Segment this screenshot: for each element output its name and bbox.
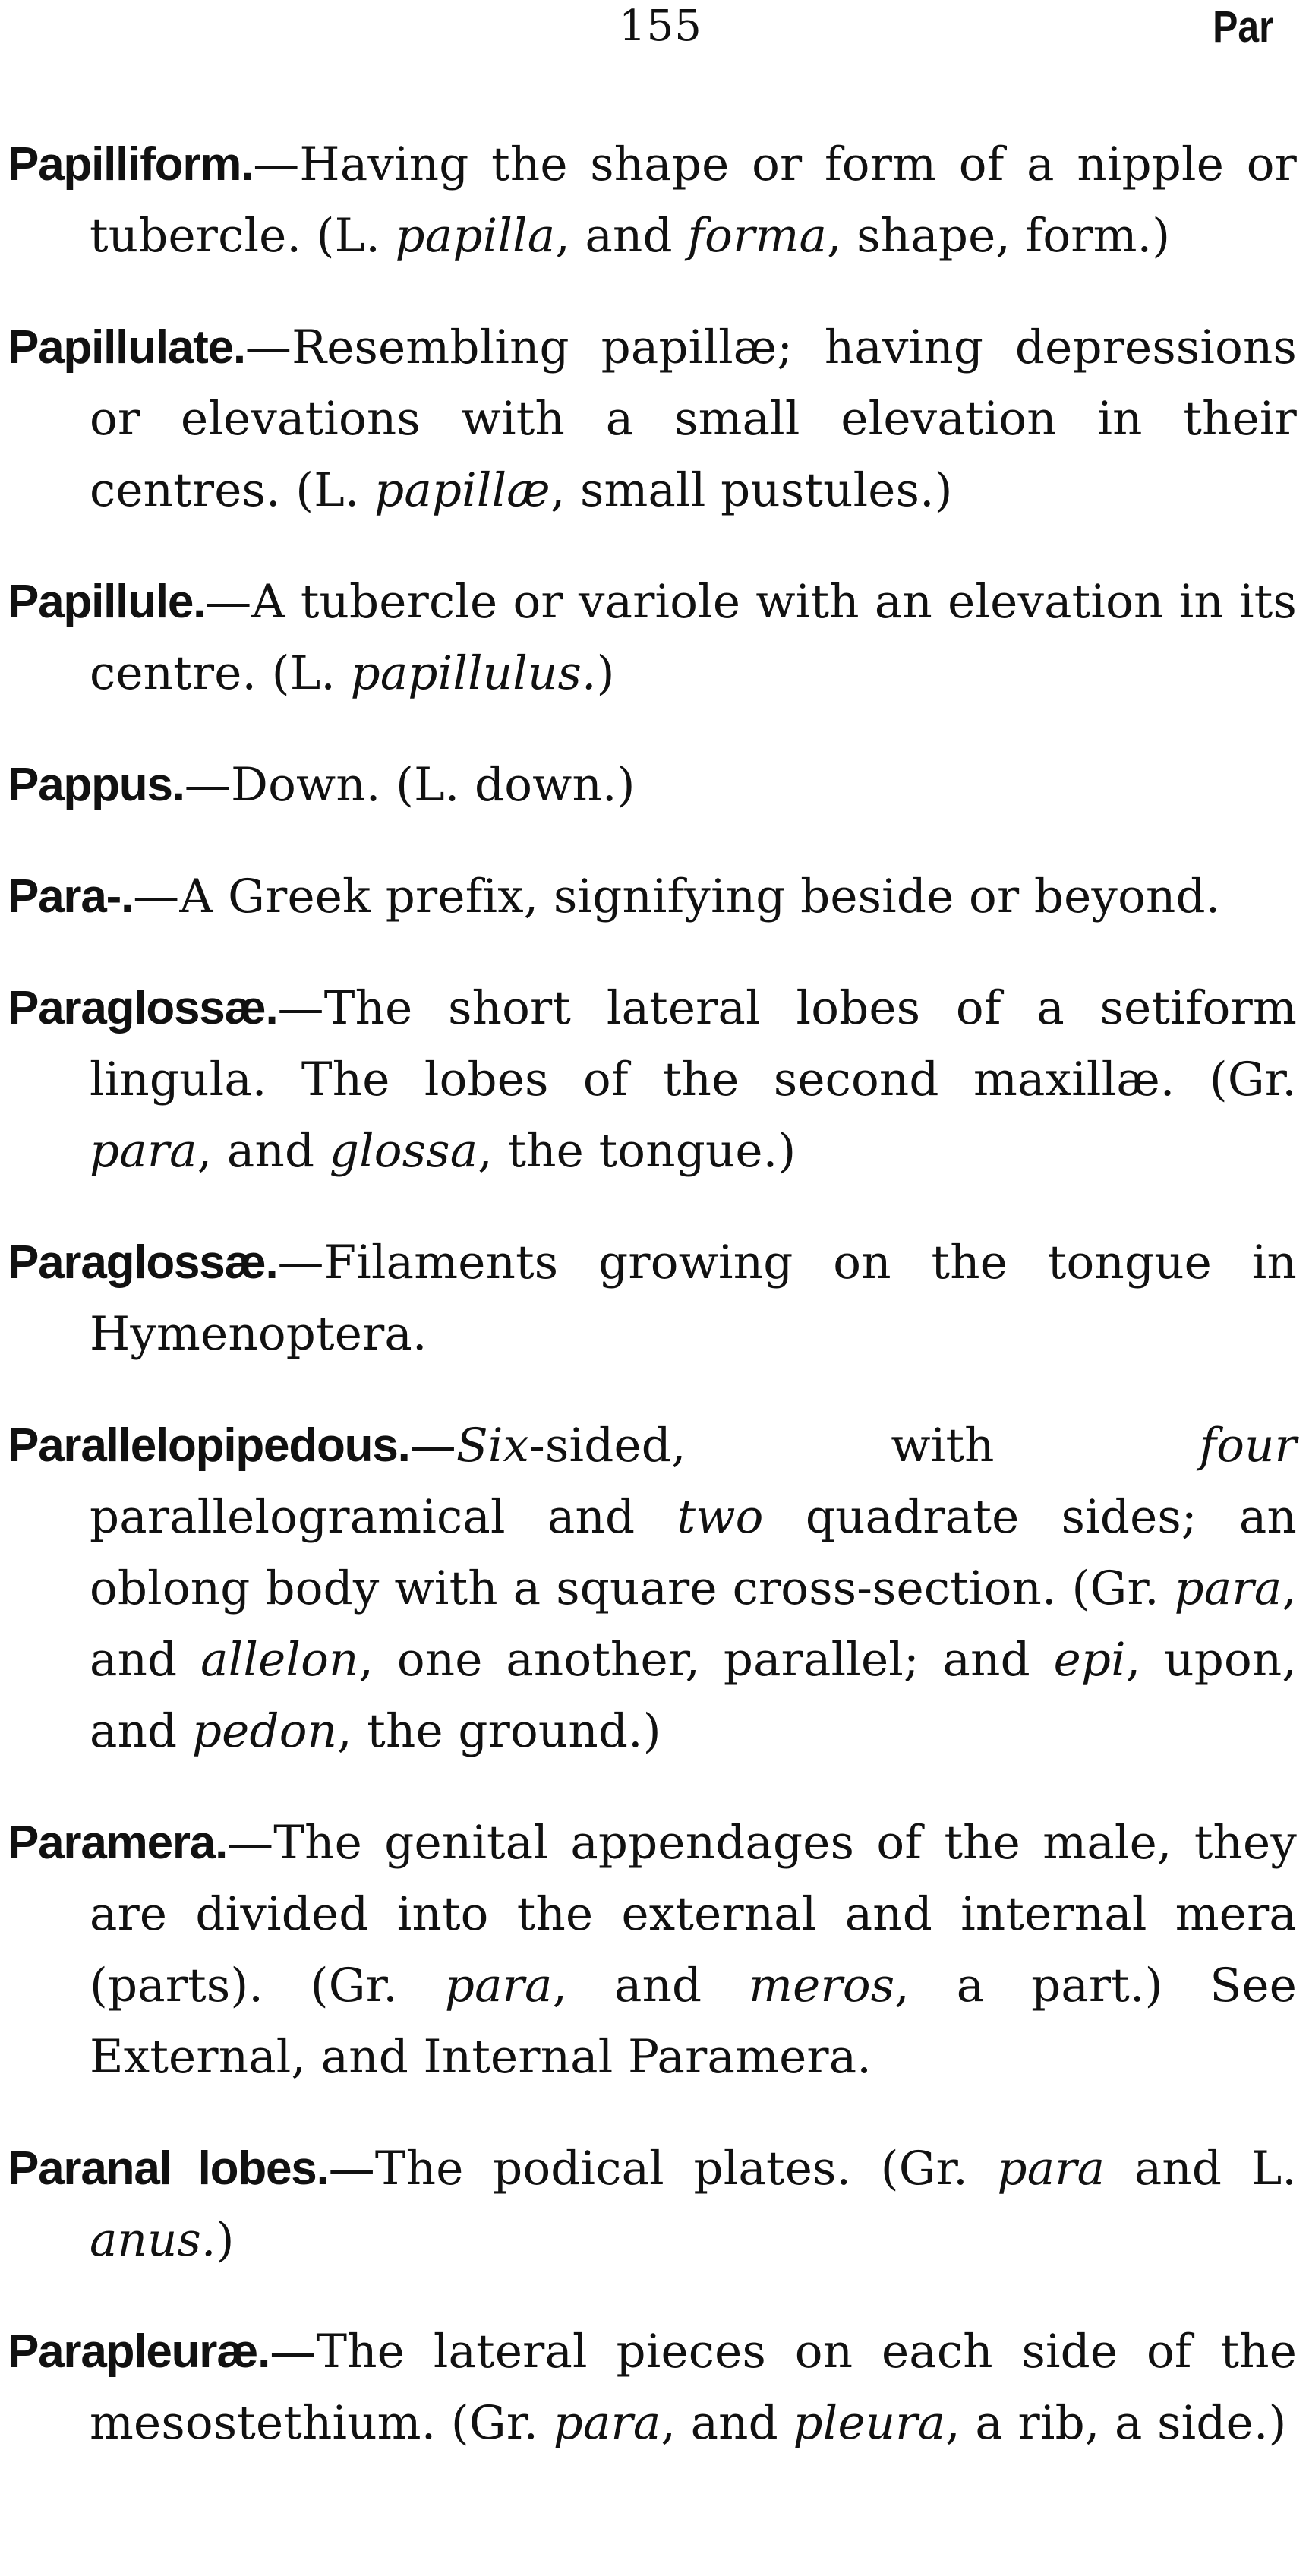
entry-definition-text: parallelogramical and — [90, 1490, 677, 1544]
entry-definition-text: , a rib, a side.) — [945, 2396, 1287, 2450]
entry-italic-term: para — [997, 2142, 1106, 2196]
entry-headword: Paraglossæ. — [8, 982, 278, 1034]
entry-definition-text: , and — [555, 209, 688, 263]
entry-definition-text: , and — [552, 1959, 749, 2012]
entry-definition-text: —Filaments growing on the tongue in Hymenoptera. — [90, 1236, 1297, 1361]
entry-list — [8, 129, 1297, 2459]
dictionary-entry — [8, 1227, 1297, 1370]
entry-italic-term: meros — [749, 1959, 895, 2012]
entry-definition-text: —The short lateral lobes of a setiform lingula. The lobes of the second maxillæ. (Gr. — [90, 981, 1297, 1106]
entry-definition-text: —Having the shape or form of a nipple or tubercle. (L. — [90, 137, 1297, 263]
entry-definition-text: , a part.) See External, and Internal Paramera. — [90, 1959, 1297, 2084]
entry-definition-text: , and — [197, 1124, 330, 1178]
entry-definition-text: —A tubercle or variole with an elevation in its centre. (L. — [90, 575, 1297, 700]
entry-headword: Paranal lobes. — [8, 2142, 329, 2195]
dictionary-entry — [8, 1807, 1297, 2093]
dictionary-entry — [8, 1410, 1297, 1767]
entry-headword: Paramera. — [8, 1817, 228, 1869]
entry-headword: Paraglossæ. — [8, 1236, 278, 1289]
entry-definition-text: —Down. (L. down.) — [184, 758, 636, 812]
dictionary-entry — [8, 750, 1297, 821]
entry-definition-text: , upon, and — [90, 1633, 1297, 1758]
entry-italic-term: allelon — [200, 1633, 359, 1687]
entry-headword: Parallelopipedous. — [8, 1419, 410, 1472]
entry-definition-text: — — [409, 1419, 456, 1473]
entry-headword: Para-. — [8, 870, 134, 923]
entry-italic-term: Six — [456, 1419, 530, 1473]
entry-definition-text: , shape, form.) — [827, 209, 1171, 263]
dictionary-entry — [8, 129, 1297, 272]
entry-italic-term: para — [553, 2396, 661, 2450]
entry-definition-text: —Resembling papillæ; having depressions or elevations with a small elevation in their centres. (L. — [90, 320, 1297, 517]
entry-definition-text: —The podical plates. (Gr. — [328, 2142, 998, 2196]
dictionary-entry — [8, 2316, 1297, 2459]
running-head — [8, 0, 1297, 99]
entry-italic-term: para — [444, 1959, 553, 2012]
entry-italic-term: glossa — [329, 1124, 478, 1178]
entry-definition-text: ) — [216, 2213, 235, 2267]
dictionary-entry — [8, 973, 1297, 1187]
entry-definition-text: -sided, with — [529, 1419, 1200, 1473]
entry-italic-term: papillulus. — [350, 646, 597, 700]
entry-italic-term: para — [1174, 1561, 1282, 1615]
entry-italic-term: anus. — [90, 2213, 216, 2267]
entry-definition-text: , the ground.) — [337, 1704, 661, 1758]
entry-definition-text: , and — [661, 2396, 793, 2450]
dictionary-entry — [8, 2133, 1297, 2276]
entry-definition-text: —The genital appendages of the male, they are divided into the external and internal mera (parts). (Gr. — [90, 1816, 1297, 2012]
entry-definition-text: , one another, parallel; and — [358, 1633, 1054, 1687]
entry-italic-term: pedon — [191, 1704, 338, 1758]
entry-headword: Pappus. — [8, 759, 185, 811]
entry-italic-term: pleura — [793, 2396, 946, 2450]
entry-italic-term: epi — [1053, 1633, 1126, 1687]
entry-definition-text: —A Greek prefix, signifying beside or beyond. — [133, 870, 1221, 923]
entry-headword: Papillule. — [8, 576, 206, 628]
dictionary-entry — [8, 312, 1297, 526]
entry-italic-term: forma — [687, 209, 828, 263]
dictionary-entry — [8, 861, 1297, 933]
entry-definition-text: and L. — [1105, 2142, 1298, 2196]
dictionary-entry — [8, 567, 1297, 709]
page-number: 155 — [619, 2, 702, 51]
entry-headword: Parapleuræ. — [8, 2325, 270, 2378]
entry-italic-term: four — [1199, 1419, 1297, 1473]
entry-headword: Papillulate. — [8, 321, 245, 374]
entry-definition-text: —The lateral pieces on each side of the mesostethium. (Gr. — [90, 2325, 1297, 2450]
guide-word: Par — [1213, 2, 1274, 52]
entry-italic-term: papillæ — [374, 463, 550, 517]
entry-italic-term: para — [90, 1124, 197, 1178]
entry-definition-text: ) — [596, 646, 615, 700]
entry-definition-text: , the tongue.) — [478, 1124, 796, 1178]
entry-definition-text: , and — [90, 1561, 1297, 1687]
entry-italic-term: papilla — [395, 209, 556, 263]
entry-definition-text: quadrate sides; an oblong body with a square cross-section. (Gr. — [90, 1490, 1297, 1615]
entry-italic-term: two — [677, 1490, 764, 1544]
entry-definition-text: , small pustules.) — [550, 463, 953, 517]
entry-headword: Papilliform. — [8, 138, 254, 191]
